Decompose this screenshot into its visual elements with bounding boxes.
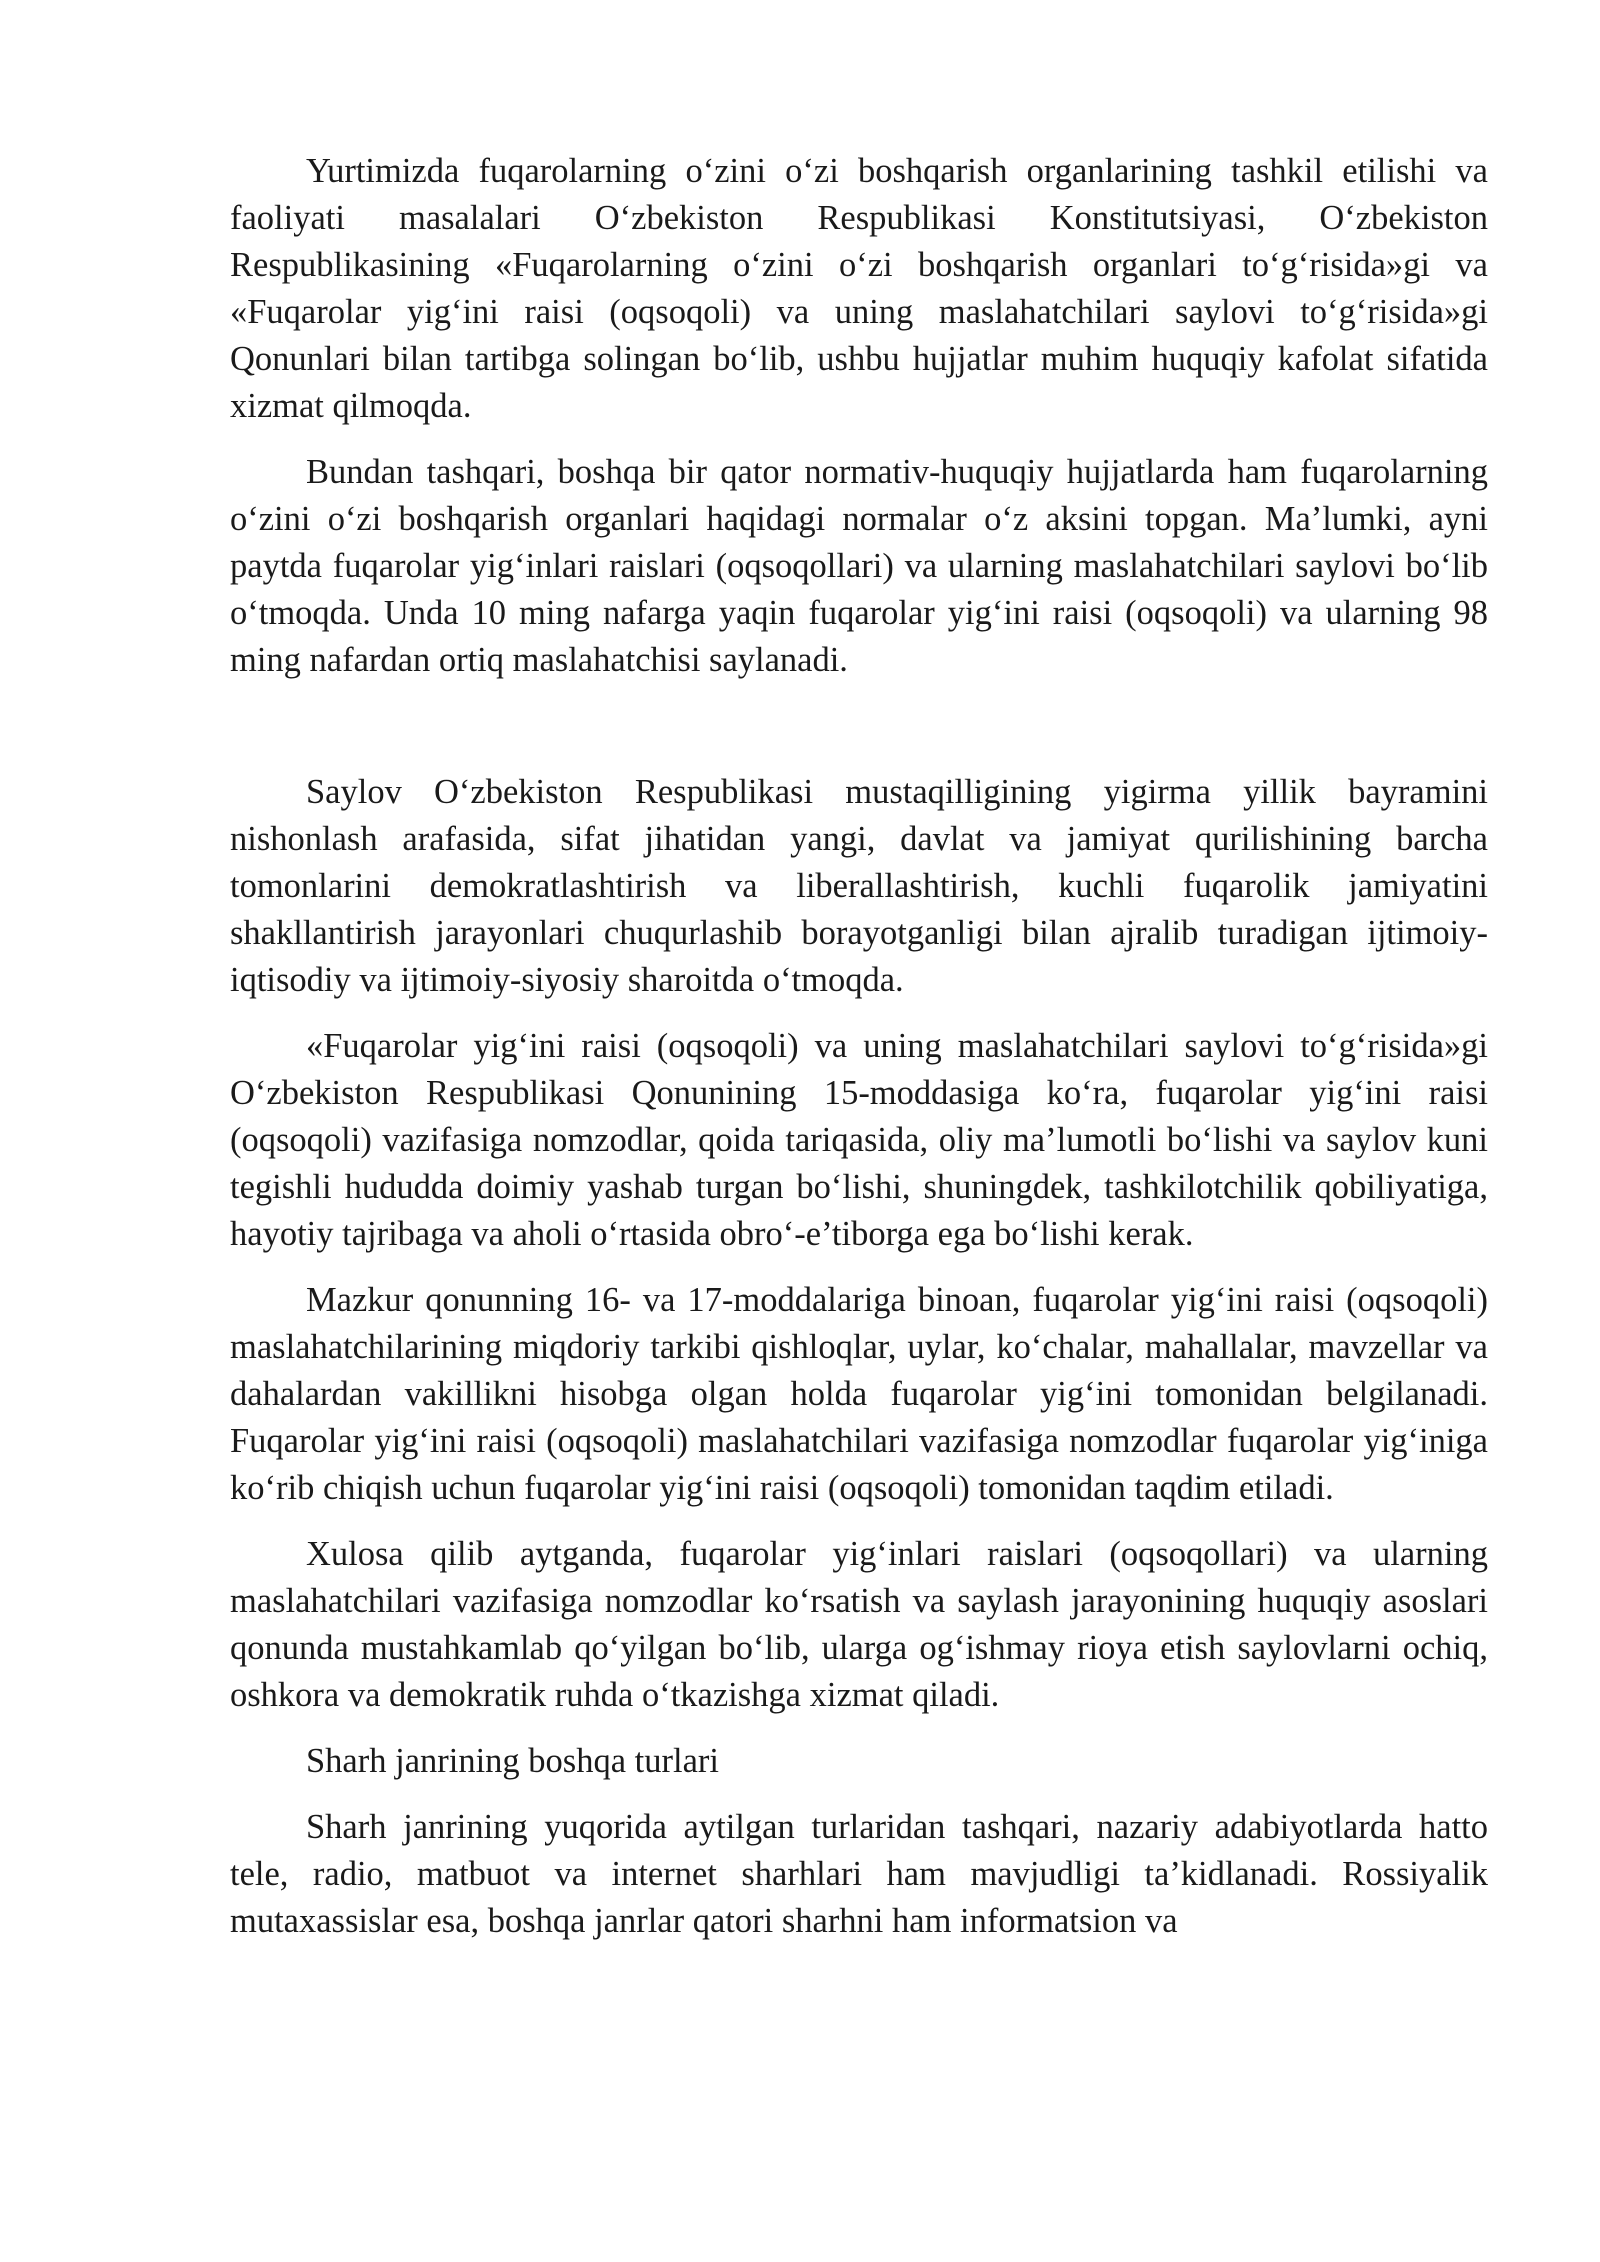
paragraph: Saylov O‘zbekiston Respublikasi mustaqilligining yigirma yillik bayramini nishonlash arafasida, sifat jihatidan yangi, davlat va jamiyat qurilishining barcha tomonlarini demokratlashtirish va liberallashtirish, kuchli fuqarolik jamiyatini shakllantirish jarayonlari chuqurlashib borayotganligi bilan ajralib turadigan ijtimoiy-iqtisodiy va ijtimoiy-siyosiy sharoitda o‘tmoqda.: [230, 773, 1488, 999]
section-heading: Sharh janrining boshqa turlari: [306, 1742, 719, 1780]
paragraph: Yurtimizda fuqarolarning o‘zini o‘zi boshqarish organlarining tashkil etilishi va faoliyati masalalari O‘zbekiston Respublikasi Konstitutsiyasi, O‘zbekiston Respublikasining «Fuqarolarning o‘zini o‘zi boshqarish organlari to‘g‘risida»gi va «Fuqarolar yig‘ini raisi (oqsoqoli) va uning maslahatchilari saylovi to‘g‘risida»gi Qonunlari bilan tartibga solingan bo‘lib, ushbu hujjatlar muhim huquqiy kafolat sifatida xizmat qilmoqda.: [230, 152, 1488, 425]
paragraph: Sharh janrining yuqorida aytilgan turlaridan tashqari, nazariy adabiyotlarda hatto tele, radio, matbuot va internet sharhlari ham mavjudligi ta’kidlanadi. Rossiyalik mutaxassislar esa, boshqa janrlar qatori sharhni ham informatsion va: [230, 1808, 1488, 1940]
document-body: [230, 148, 1488, 1964]
paragraph: «Fuqarolar yig‘ini raisi (oqsoqoli) va uning maslahatchilari saylovi to‘g‘risida»gi O‘zbekiston Respublikasi Qonunining 15-moddasiga ko‘ra, fuqarolar yig‘ini raisi (oqsoqoli) vazifasiga nomzodlar, qoida tariqasida, oliy ma’lumotli bo‘lishi va saylov kuni tegishli hududda doimiy yashab turgan bo‘lishi, shuningdek, tashkilotchilik qobiliyatiga, hayotiy tajribaga va aholi o‘rtasida obro‘-e’tiborga ega bo‘lishi kerak.: [230, 1027, 1488, 1253]
paragraph-gap: [230, 703, 1488, 769]
paragraph: Mazkur qonunning 16- va 17-moddalariga binoan, fuqarolar yig‘ini raisi (oqsoqoli) maslahatchilarining miqdoriy tarkibi qishloqlar, uylar, ko‘chalar, mahallalar, mavzellar va dahalardan vakillikni hisobga olgan holda fuqarolar yig‘ini tomonidan belgilanadi. Fuqarolar yig‘ini raisi (oqsoqoli) maslahatchilari vazifasiga nomzodlar fuqarolar yig‘iniga ko‘rib chiqish uchun fuqarolar yig‘ini raisi (oqsoqoli) tomonidan taqdim etiladi.: [230, 1281, 1488, 1507]
paragraph: Bundan tashqari, boshqa bir qator normativ-huquqiy hujjatlarda ham fuqarolarning o‘zini o‘zi boshqarish organlari haqidagi normalar o‘z aksini topgan. Ma’lumki, ayni paytda fuqarolar yig‘inlari raislari (oqsoqollari) va ularning maslahatchilari saylovi bo‘lib o‘tmoqda. Unda 10 ming nafarga yaqin fuqarolar yig‘ini raisi (oqsoqoli) va ularning 98 ming nafardan ortiq maslahatchisi saylanadi.: [230, 453, 1488, 679]
paragraph: Xulosa qilib aytganda, fuqarolar yig‘inlari raislari (oqsoqollari) va ularning maslahatchilari vazifasiga nomzodlar ko‘rsatish va saylash jarayonining huquqiy asoslari qonunda mustahkamlab qo‘yilgan bo‘lib, ularga og‘ishmay rioya etish saylovlarni ochiq, oshkora va demokratik ruhda o‘tkazishga xizmat qiladi.: [230, 1535, 1488, 1714]
